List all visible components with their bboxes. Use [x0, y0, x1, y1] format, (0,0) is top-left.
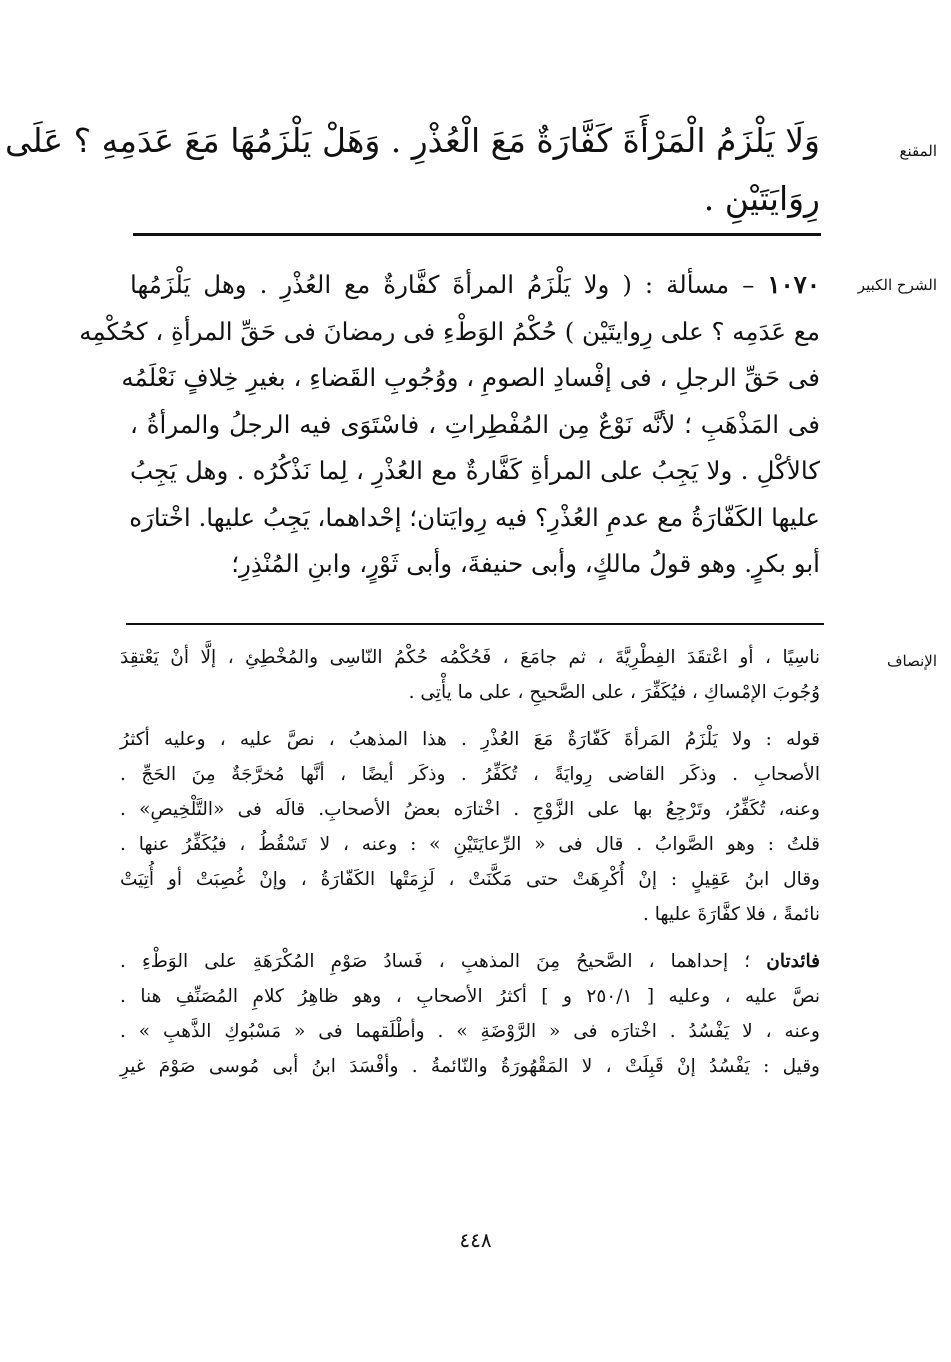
insaf-p2-line-5: وقال ابنُ عَقِيلٍ : إنْ أُكْرِهَتْ حتى مَكَّنَتْ ، لَزِمَتْها الكَفّارَةُ ، وإنْ غُصِبَتْ أو أُتِيَتْ: [120, 869, 820, 890]
paragraph-gap: [120, 932, 820, 944]
insaf-p2-line-2: الأصحابِ . وذكَر القاضى رِوايَةً ، تُكَفِّرُ . وذكَر أيضًا ، أنَّها مُخرَّجَةٌ مِنَ الحَجِّ .: [120, 764, 820, 785]
insaf-p2-line-3: وعنه، تُكَفِّرُ، وتَرْجِعُ بها على الزَّوْجِ . اخْتارَه بعضُ الأصحابِ. قالَه فى «التَّلْخِيصِ» .: [120, 799, 820, 820]
page-number: ٤٤٨: [459, 1228, 492, 1252]
insaf-p3-line-2: نصَّ عليه ، وعليه [ ٢٥٠/١ و ] أكثرُ الأصحابِ ، وهو ظاهِرُ كلامِ المُصَنِّفِ هنا .: [120, 986, 821, 1007]
label-insaf: الإنصاف: [886, 652, 937, 670]
muqni-line-2: رِوَايَتَيْنِ .: [703, 179, 820, 218]
muqni-text: [4, 112, 820, 228]
label-sharh: الشرح الكبير: [857, 276, 937, 294]
label-muqni: المقنع: [899, 142, 937, 160]
paragraph-gap: [120, 710, 820, 722]
sharh-line-1: [130, 262, 820, 309]
sharh-line-1-text: – مسألة : ( ولا يَلْزَمُ المرأةَ كفَّارةٌ مع العُذْرِ . وهل يَلْزَمُها: [130, 270, 755, 299]
masala-number: ١٠٧٠: [767, 270, 820, 299]
insaf-text: [120, 640, 820, 1084]
muqni-line-1: وَلَا يَلْزَمُ الْمَرْأَةَ كَفَّارَةٌ مَعَ الْعُذْرِ . وَهَلْ يَلْزَمُهَا مَعَ عَدَمِهِ ؟ عَلَى: [4, 121, 820, 160]
insaf-p2-line-6: نائمةً ، فلا كفَّارَةَ عليها .: [642, 904, 820, 925]
sharh-line-4: فى المَذْهَبِ ؛ لأنَّه نَوْعٌ مِن المُفْطِراتِ ، فاسْتَوَى فيه الرجلُ والمرأةُ ،: [130, 409, 820, 439]
sharh-line-2: مع عَدَمِه ؟ على رِوايتَيْن ) حُكْمُ الوَطْءِ فى رمضانَ فى حَقِّ المرأةِ ، كحُكْمِه: [79, 316, 820, 346]
sharh-line-7: أبو بكرٍ. وهو قولُ مالكٍ، وأبى حنيفةَ، وأبى ثَوْرٍ، وابنِ المُنْذِرِ؛: [231, 549, 820, 578]
insaf-p2-line-1: قوله : ولا يَلْزَمُ المَرأةَ كَفّارَةٌ مَعَ العُذْرِ . هذا المذهبُ ، نصَّ عليه ، وعليه أكثرُ: [120, 729, 820, 750]
fawaid-label: فائدتان: [766, 951, 821, 972]
insaf-p2-line-4: قلتُ : وهو الصَّوابُ . قال فى « الرِّعايَتَيْنِ » : وعنه ، لا تَسْقُطُ ، فيُكَفِّرُ عنها .: [120, 834, 820, 855]
insaf-p3-line-1: [120, 944, 820, 979]
insaf-p1-line-2: وُجُوبَ الإمْساكِ ، فيُكَفِّرَ ، على الصَّحيحِ ، على ما يأْتِى .: [408, 682, 820, 703]
sharh-line-3: فى حَقِّ الرجلِ ، فى إفْسادِ الصومِ ، ووُجُوبِ القَضاءِ ، بغيرِ خِلافٍ نَعْلَمُه: [121, 363, 820, 392]
insaf-p3-line-1-text: ؛ إحداهما ، الصَّحيحُ مِنَ المذهبِ ، فَسادُ صَوْمِ المُكْرَهَةِ على الوَطْءِ .: [120, 951, 751, 972]
section-divider-thick: [133, 233, 821, 236]
insaf-p3-line-3: وعنه ، لا يَفْسُدُ . اخْتارَه فى « الرَّوْضَةِ » . وأطْلَقهما فى « مَسْبُوكِ الذَّهبِ » .: [120, 1021, 820, 1042]
sharh-line-5: كالأكْلِ . ولا يَجِبُ على المرأةِ كَفَّارةٌ مع العُذْرِ ، لِما نَذْكُرُه . وهل يَجِبُ: [130, 456, 820, 485]
sharh-line-6: عليها الكَفّارَةُ مع عدمِ العُذْرِ؟ فيه رِوايَتان؛ إحْداهما، يَجِبُ عليها. اخْتارَه: [129, 502, 820, 532]
section-divider-thin: [126, 623, 824, 625]
insaf-p3-line-4: وقيل : يَفْسُدُ إنْ قَبِلَتْ ، لا المَقْهُورَةُ والنّائمةُ . وأفْسَدَ ابنُ أبى مُوسى صَوْمَ غيرِ: [120, 1056, 820, 1077]
sharh-text: [79, 262, 820, 588]
insaf-p1-line-1: ناسِيًا ، أو اعْتقَدَ الفِطْرِيَّةَ ، ثم جامَعَ ، فَحُكْمُه حُكْمُ النّاسِى والمُخْطِئِ ، إلَّا أنْ يَعْتقِدَ: [120, 647, 820, 668]
